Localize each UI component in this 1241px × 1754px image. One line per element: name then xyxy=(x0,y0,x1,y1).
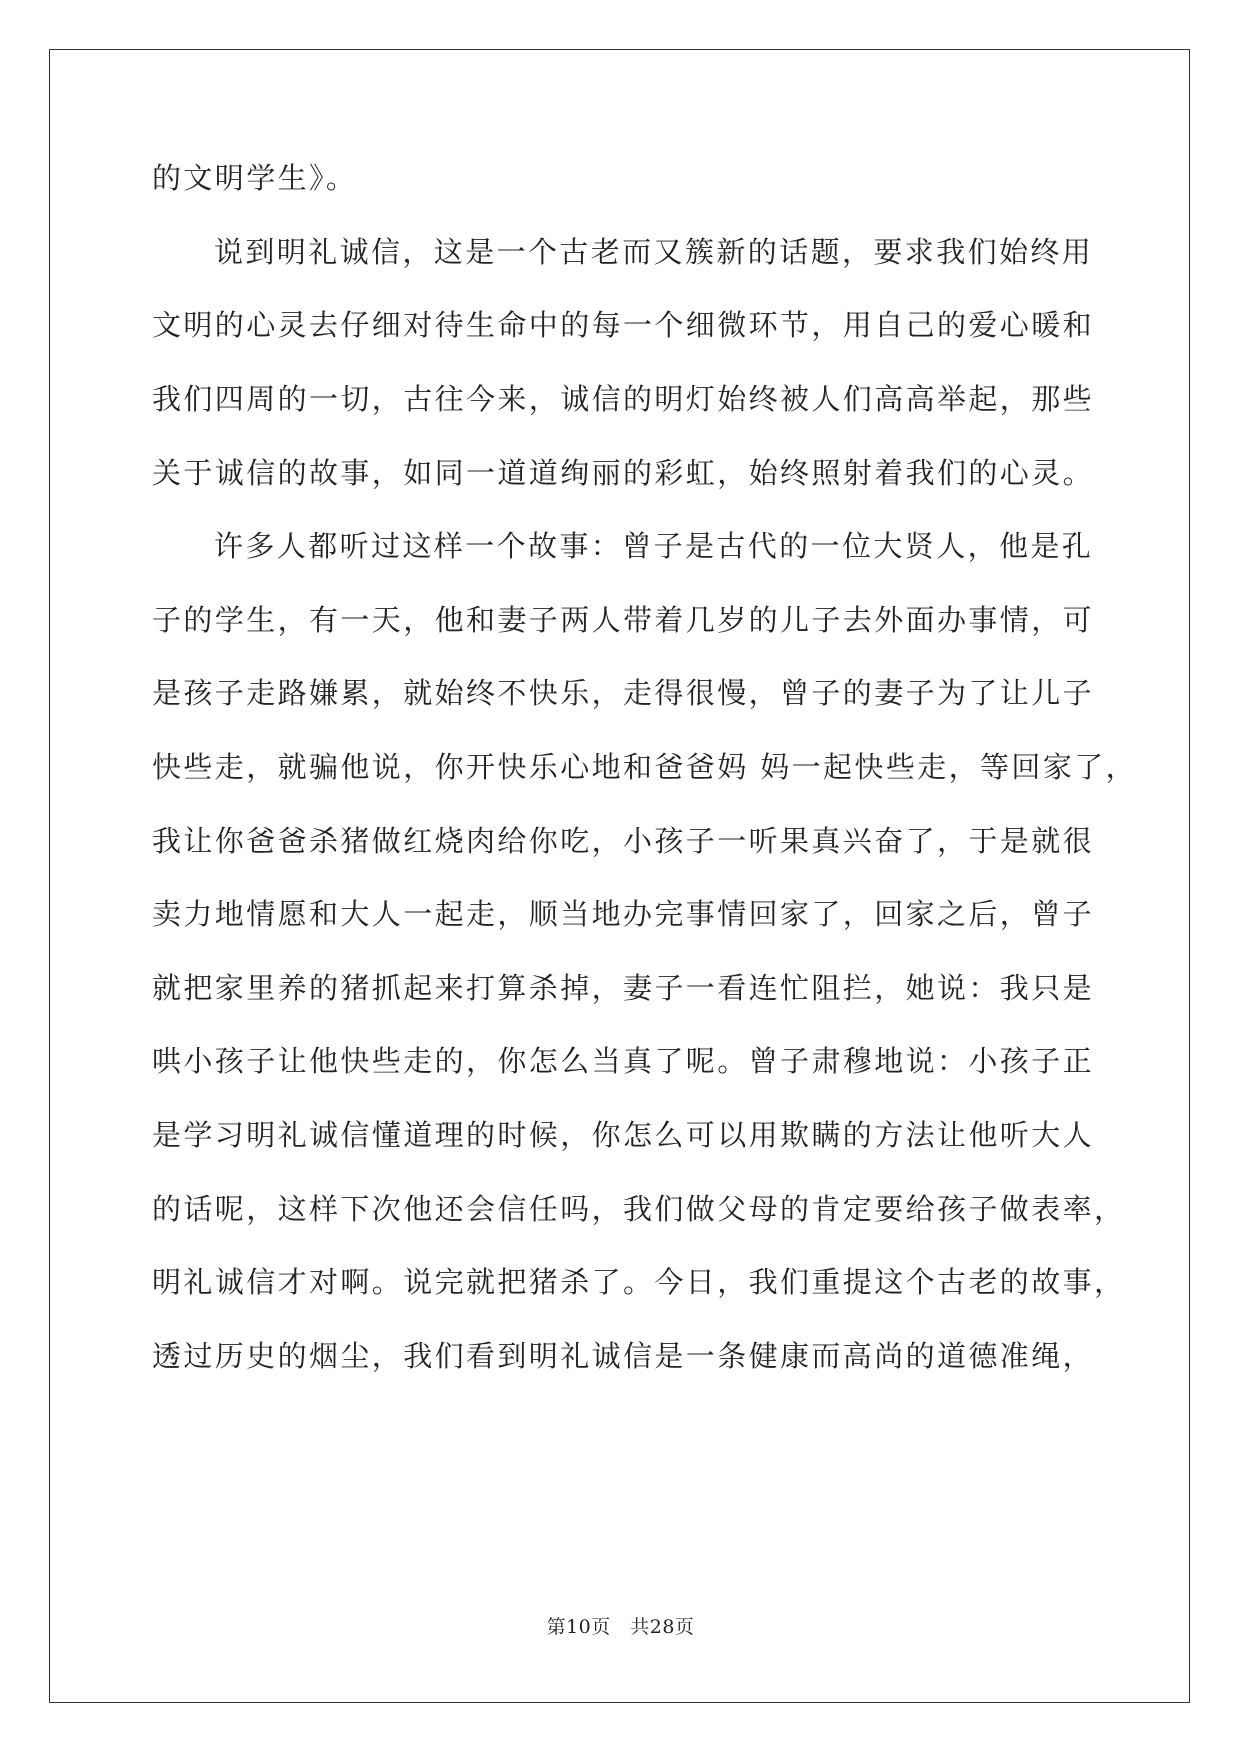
text-line: 子的学生，有一天，他和妻子两人带着几岁的儿子去外面办事情，可 xyxy=(152,603,1095,637)
text-line: 快些走，就骗他说，你开快乐心地和爸爸妈 妈一起快些走，等回家了， xyxy=(152,750,1138,784)
text-line: 是孩子走路嫌累，就始终不快乐，走得很慢，曾子的妻子为了让儿子 xyxy=(152,676,1095,710)
text-line: 透过历史的烟尘，我们看到明礼诚信是一条健康而高尚的道德准绳， xyxy=(152,1339,1095,1373)
paragraph-first-line: 许多人都听过这样一个故事：曾子是古代的一位大贤人，他是孔 xyxy=(214,529,1094,563)
paragraph-first-line: 说到明礼诚信，这是一个古老而又簇新的话题，要求我们始终用 xyxy=(214,235,1094,269)
text-line: 的话呢，这样下次他还会信任吗，我们做父母的肯定要给孩子做表率， xyxy=(152,1192,1126,1226)
text-line: 的文明学生》。 xyxy=(152,161,358,195)
page-number: 第10页 共28页 xyxy=(546,1616,695,1638)
text-line: 是学习明礼诚信懂道理的时候，你怎么可以用欺瞒的方法让他听大人 xyxy=(152,1118,1095,1152)
text-line: 哄小孩子让他快些走的，你怎么当真了呢。曾子肃穆地说：小孩子正 xyxy=(152,1044,1095,1078)
text-line: 我们四周的一切，古往今来，诚信的明灯始终被人们高高举起，那些 xyxy=(152,382,1095,416)
page-border xyxy=(49,49,1190,1703)
text-line: 关于诚信的故事，如同一道道绚丽的彩虹，始终照射着我们的心灵。 xyxy=(152,456,1095,490)
text-line: 卖力地情愿和大人一起走，顺当地办完事情回家了，回家之后，曾子 xyxy=(152,897,1095,931)
text-line: 就把家里养的猪抓起来打算杀掉，妻子一看连忙阻拦，她说：我只是 xyxy=(152,971,1095,1005)
text-line: 明礼诚信才对啊。说完就把猪杀了。今日，我们重提这个古老的故事， xyxy=(152,1265,1126,1299)
text-line: 文明的心灵去仔细对待生命中的每一个细微环节，用自己的爱心暖和 xyxy=(152,308,1095,342)
text-line: 我让你爸爸杀猪做红烧肉给你吃，小孩子一听果真兴奋了，于是就很 xyxy=(152,824,1095,858)
